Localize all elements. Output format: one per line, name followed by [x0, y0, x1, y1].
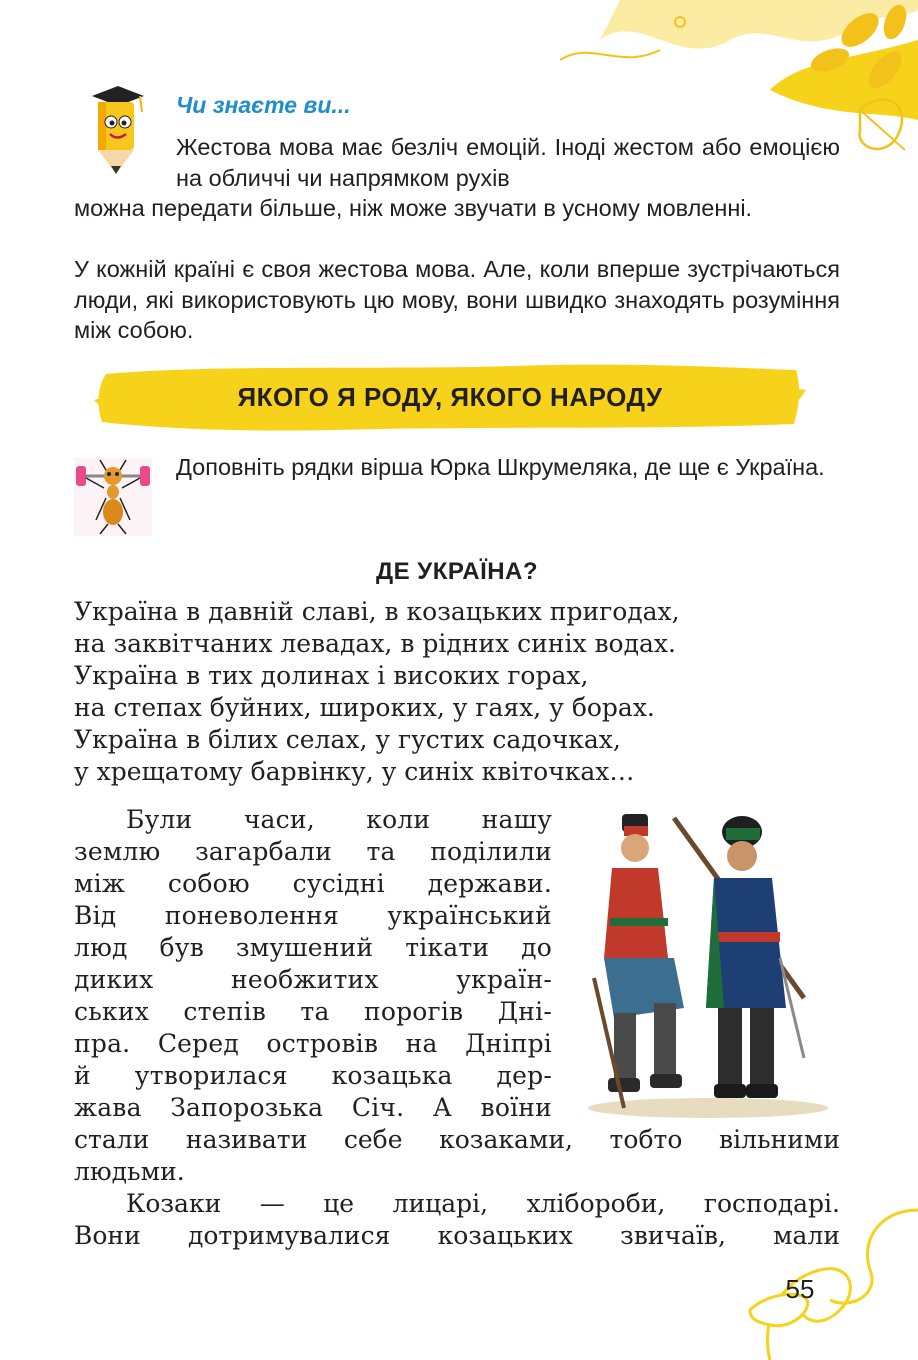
cossacks-illustration: [574, 808, 842, 1120]
story-line: землю загарбали та поділили: [74, 837, 552, 866]
story-line: Від поневолення український: [74, 901, 552, 930]
did-you-know-text-continued: можна передати більше, ніж може звучати в усному мовленні.: [74, 195, 753, 221]
ant-mascot-icon: [74, 458, 152, 536]
did-you-know-text: Жестова мова має безліч емоцій. Іноді жестом або емоцією на обличчі чи напрямком рухів: [176, 134, 840, 191]
poem-line: на заквітчаних левадах, в рідних синіх водах.: [74, 629, 676, 658]
section-title: ЯКОГО Я РОДУ, ЯКОГО НАРОДУ: [237, 381, 663, 412]
pencil-mascot-icon: [84, 84, 150, 176]
did-you-know-paragraph-2: У кожній країні є своя жестова мова. Але, коли вперше зустрічаються люди, які використовують цю мову, вони швидко знаходять розуміння між собою.: [74, 256, 840, 343]
page-number: 55: [785, 1274, 815, 1304]
poem-title: ДЕ УКРАЇНА?: [375, 558, 539, 585]
story-line: ських степів та порогів Дні-: [74, 997, 552, 1026]
poem-text: [74, 596, 854, 788]
story-line: жава Запорозька Січ. А воїни: [74, 1093, 552, 1122]
story-line: Вони дотримувалися козацьких звичаїв, мали: [74, 1221, 840, 1250]
story-line: Козаки — це лицарі, хлібороби, господарі.: [126, 1189, 840, 1218]
story-line: людьми.: [74, 1157, 185, 1186]
poem-line: Україна в тих долинах і високих горах,: [74, 661, 589, 690]
poem-line: у хрещатому барвінку, у синіх квіточках…: [74, 757, 635, 786]
story-line: й утворилася козацька дер-: [74, 1061, 552, 1090]
poem-line: Україна в давній славі, в козацьких пригодах,: [74, 597, 680, 626]
story-line: Були часи, коли нашу: [126, 805, 552, 834]
poem-line: Україна в білих селах, у густих садочках,: [74, 725, 621, 754]
did-you-know-heading: Чи знаєте ви...: [176, 92, 351, 118]
story-text-full-width: [74, 1124, 840, 1252]
task-instruction: Доповніть рядки вірша Юрка Шкрумеляка, де ще є Україна.: [176, 454, 825, 480]
story-line: диких необжитих україн-: [74, 965, 552, 994]
story-line: пра. Серед островів на Дніпрі: [74, 1029, 552, 1058]
story-line: люд був змушений тікати до: [74, 933, 552, 962]
story-line: стали називати себе козаками, тобто вільними: [74, 1125, 840, 1154]
story-line: між собою сусідні держави.: [74, 869, 552, 898]
poem-line: на степах буйних, широких, у гаях, у борах.: [74, 693, 655, 722]
story-text-column: [74, 804, 552, 1124]
